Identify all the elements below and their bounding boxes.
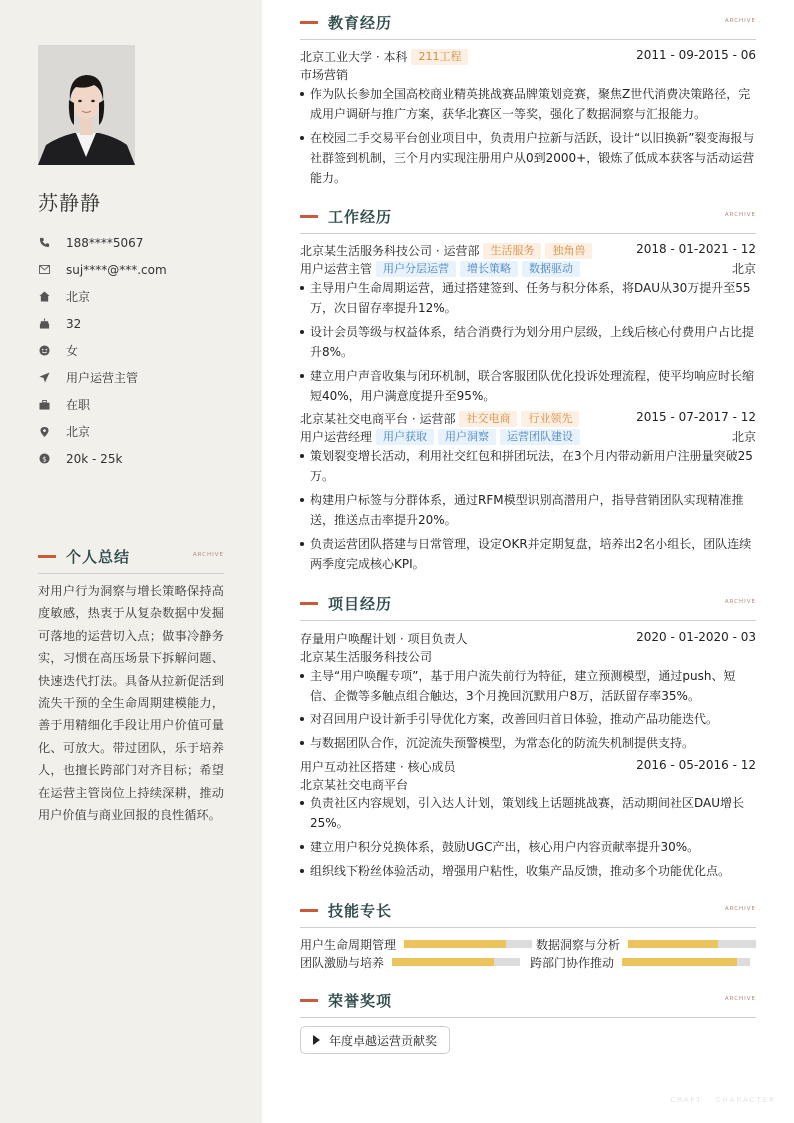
skill-name: 用户生命周期管理 xyxy=(300,937,397,952)
project-bullet: 组织线下粉丝体验活动，增强用户粘性，收集产品反馈，推动多个功能优化点。 xyxy=(300,861,756,881)
project-bullet: 与数据团队合作，沉淀流失预警模型，为常态化的防流失机制提供支持。 xyxy=(300,733,756,753)
skill-tag: 增长策略 xyxy=(460,261,518,277)
skill-bar-fill xyxy=(622,958,737,966)
job-role: 用户运营主管 xyxy=(300,262,373,276)
job-bullet: 设计会员等级与权益体系，结合消费行为划分用户层级，上线后核心付费用户占比提升8%。 xyxy=(300,322,756,362)
job-bullet: 策划裂变增长活动，利用社交红包和拼团玩法，在3个月内带动新用户注册量突破25万。 xyxy=(300,446,756,486)
info-status xyxy=(38,391,238,418)
contact-info-list xyxy=(38,229,238,472)
award-name: 年度卓越运营贡献奖 xyxy=(329,1033,438,1048)
project-name: 存量用户唤醒计划 · 项目负责人 xyxy=(300,632,468,646)
education-major-row xyxy=(300,66,756,84)
education-title: 教育经历 xyxy=(328,14,393,32)
skill-bar xyxy=(622,958,750,966)
phone-icon xyxy=(38,237,50,249)
skill-bar xyxy=(628,940,756,948)
email-text: suj****@***.com xyxy=(66,262,167,277)
skill-bar xyxy=(404,940,532,948)
skill-bar xyxy=(392,958,520,966)
company-name: 北京某社交电商平台 · 运营部 xyxy=(300,412,456,426)
skill-bar-fill xyxy=(404,940,506,948)
watermark: CRAFT · CHARACTER xyxy=(670,1096,776,1104)
skill-bar-fill xyxy=(392,958,494,966)
send-icon xyxy=(38,372,50,384)
portrait-image xyxy=(38,45,135,165)
section-accent-bar xyxy=(38,555,56,558)
project-name: 用户互动社区搭建 · 核心成员 xyxy=(300,760,456,774)
home-icon xyxy=(38,291,50,303)
project-header xyxy=(300,758,756,776)
archive-label: ARCHIVE xyxy=(724,18,756,24)
work-section-header xyxy=(300,200,756,234)
skill-name: 团队激励与培养 xyxy=(300,955,385,970)
info-gender xyxy=(38,337,238,364)
cake-icon xyxy=(38,318,50,330)
honors-title: 荣誉奖项 xyxy=(328,992,393,1010)
skill-tag: 用户洞察 xyxy=(438,429,496,445)
hometown-text: 北京 xyxy=(66,290,91,304)
job-bullet: 构建用户标签与分群体系，通过RFM模型识别高潜用户，指导营销团队实现精准推送，推送点击率提升20%。 xyxy=(300,490,756,530)
project-org-row xyxy=(300,776,756,794)
job-header xyxy=(300,242,756,260)
project-bullet: 建立用户积分兑换体系，鼓励UGC产出，核心用户内容贡献率提升30%。 xyxy=(300,837,756,857)
archive-label: ARCHIVE xyxy=(724,996,756,1002)
school-tag: 211工程 xyxy=(411,49,468,65)
project-bullet: 主导“用户唤醒专项”，基于用户流失前行为特征，建立预测模型，通过push、短信、企微等多触点组合触达，3个月挽回沉默用户8万，活跃留存率35%。 xyxy=(300,666,756,706)
job-bullet: 负责运营团队搭建与日常管理，设定OKR并定期复盘，培养出2名小组长，团队连续两季度完成核心KPI。 xyxy=(300,534,756,574)
skill-bar-fill xyxy=(628,940,718,948)
job-date: 2015 - 07-2017 - 12 xyxy=(636,410,756,424)
mail-icon xyxy=(38,264,50,276)
info-position xyxy=(38,364,238,391)
skill-tag: 数据驱动 xyxy=(522,261,580,277)
job-role-row xyxy=(300,428,756,446)
job-date: 2018 - 01-2021 - 12 xyxy=(636,242,756,256)
age-text: 32 xyxy=(66,316,82,331)
section-accent-bar xyxy=(300,602,318,605)
project-date: 2020 - 01-2020 - 03 xyxy=(636,630,756,644)
sidebar xyxy=(0,0,262,1123)
job-city: 北京 xyxy=(731,262,756,276)
section-accent-bar xyxy=(300,215,318,218)
company-name: 北京某生活服务科技公司 · 运营部 xyxy=(300,244,480,258)
major-name: 市场营销 xyxy=(300,68,349,82)
job-header xyxy=(300,410,756,428)
info-email xyxy=(38,256,238,283)
archive-label: ARCHIVE xyxy=(192,552,224,558)
section-accent-bar xyxy=(300,909,318,912)
projects-section-header xyxy=(300,587,756,621)
archive-label: ARCHIVE xyxy=(724,599,756,605)
summary-section-header xyxy=(38,540,224,574)
education-date: 2011 - 09-2015 - 06 xyxy=(636,48,756,62)
section-accent-bar xyxy=(300,21,318,24)
company-tag: 生活服务 xyxy=(483,243,541,259)
project-bullet: 负责社区内容规划，引入达人计划，策划线上话题挑战赛，活动期间社区DAU增长25%。 xyxy=(300,793,756,833)
honors-section-header xyxy=(300,984,756,1018)
briefcase-icon xyxy=(38,399,50,411)
projects-title: 项目经历 xyxy=(328,595,393,613)
summary-title: 个人总结 xyxy=(66,548,131,566)
candidate-name: 苏静静 xyxy=(38,191,101,215)
project-header xyxy=(300,630,756,648)
project-date: 2016 - 05-2016 - 12 xyxy=(636,758,756,772)
position-text: 用户运营主管 xyxy=(66,371,139,385)
gender-icon xyxy=(38,345,50,357)
info-location xyxy=(38,418,238,445)
info-phone xyxy=(38,229,238,256)
company-tag: 社交电商 xyxy=(459,411,517,427)
skill-name: 跨部门协作推动 xyxy=(530,955,615,970)
award-item xyxy=(300,1026,450,1054)
project-org: 北京某社交电商平台 xyxy=(300,778,409,792)
info-age xyxy=(38,310,238,337)
play-triangle-icon xyxy=(313,1035,320,1045)
school-name: 北京工业大学 · 本科 xyxy=(300,50,408,64)
phone-text: 188****5067 xyxy=(66,235,144,250)
skills-title: 技能专长 xyxy=(328,902,393,920)
info-salary xyxy=(38,445,238,472)
salary-icon xyxy=(38,453,50,465)
skill-tag: 用户获取 xyxy=(376,429,434,445)
summary-text: 对用户行为洞察与增长策略保持高度敏感，热衷于从复杂数据中发掘可落地的运营切入点；做事冷静务实，习惯在高压场景下拆解问题、快速迭代打法。具备从拉新促活到流失干预的全生命周期建模能力，善于用精细化手段让用户价值可量化、可放大。带过团队，乐于培养人，也擅长跨部门对齐目标；希望在运营主管岗位上持续深耕，推动用户价值与商业回报的良性循环。 xyxy=(38,584,224,823)
job-city: 北京 xyxy=(731,430,756,444)
section-accent-bar xyxy=(300,999,318,1002)
skill-tag: 用户分层运营 xyxy=(376,261,456,277)
education-entry-header xyxy=(300,48,756,66)
company-tag: 行业领先 xyxy=(521,411,579,427)
job-role-row xyxy=(300,260,756,278)
project-org-row xyxy=(300,648,756,666)
education-bullet: 在校园二手交易平台创业项目中，负责用户拉新与活跃，设计“以旧换新”裂变海报与社群签到机制，三个月内实现注册用户从0到2000+，锻炼了低成本获客与活动运营能力。 xyxy=(300,128,756,188)
location-pin-icon xyxy=(38,426,50,438)
profile-photo xyxy=(38,45,135,165)
location-text: 北京 xyxy=(66,425,91,439)
archive-label: ARCHIVE xyxy=(724,212,756,218)
archive-label: ARCHIVE xyxy=(724,906,756,912)
salary-text: 20k - 25k xyxy=(66,451,123,466)
skill-tag: 运营团队建设 xyxy=(500,429,580,445)
gender-text: 女 xyxy=(66,344,79,358)
info-home xyxy=(38,283,238,310)
job-bullet: 主导用户生命周期运营，通过搭建签到、任务与积分体系，将DAU从30万提升至55万，次日留存率提升12%。 xyxy=(300,278,756,318)
svg-text:$: $ xyxy=(41,454,47,464)
status-text: 在职 xyxy=(66,398,91,412)
education-section-header xyxy=(300,6,756,40)
education-bullet: 作为队长参加全国高校商业精英挑战赛品牌策划竞赛，聚焦Z世代消费决策路径，完成用户调研与推广方案，获华北赛区一等奖，强化了数据洞察与汇报能力。 xyxy=(300,84,756,124)
project-org: 北京某生活服务科技公司 xyxy=(300,650,433,664)
work-title: 工作经历 xyxy=(328,208,393,226)
project-bullet: 对召回用户设计新手引导优化方案，改善回归首日体验，推动产品功能迭代。 xyxy=(300,709,756,729)
skill-name: 数据洞察与分析 xyxy=(536,937,621,952)
company-tag: 独角兽 xyxy=(545,243,592,259)
job-role: 用户运营经理 xyxy=(300,430,373,444)
skills-section-header xyxy=(300,894,756,928)
job-bullet: 建立用户声音收集与闭环机制，联合客服团队优化投诉处理流程，使平均响应时长缩短40%，用户满意度提升至95%。 xyxy=(300,366,756,406)
